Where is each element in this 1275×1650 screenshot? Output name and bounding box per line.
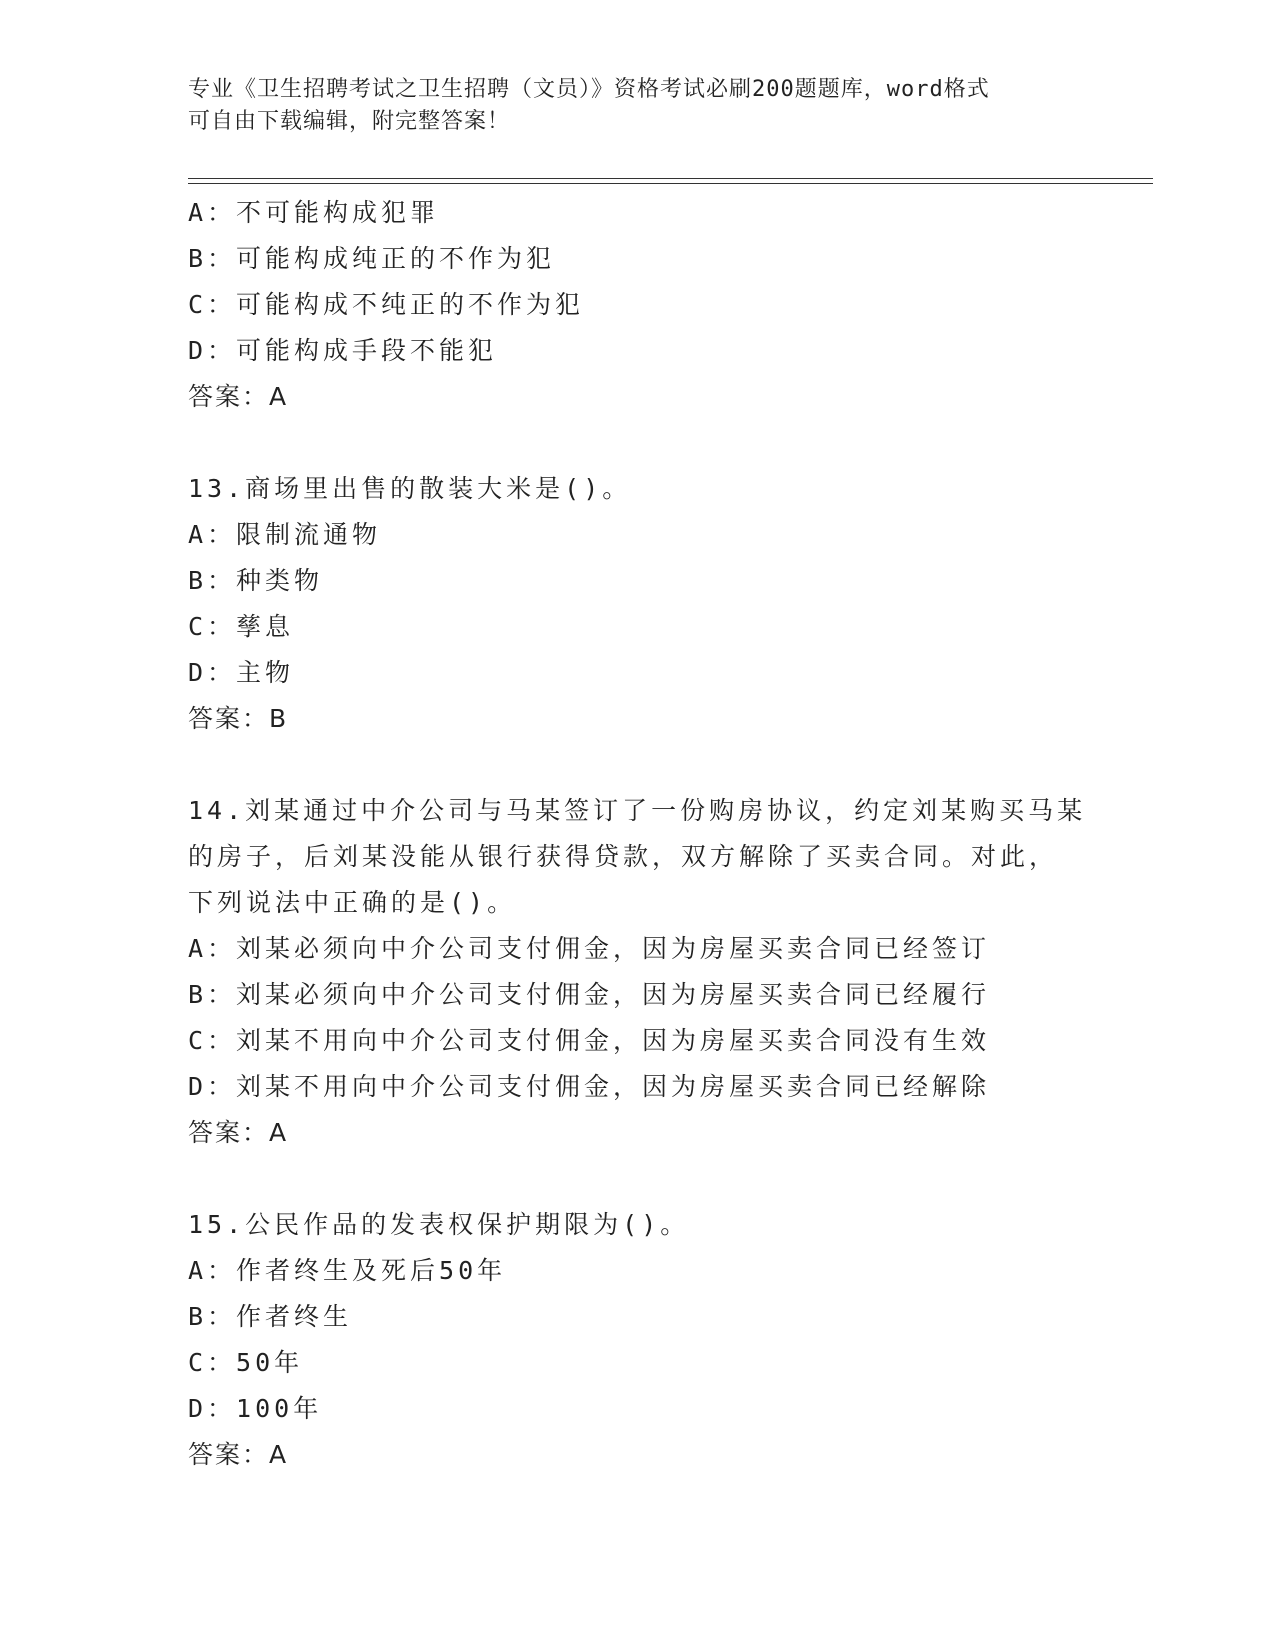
answer-line: 答案：A: [188, 382, 289, 411]
option-d: D：刘某不用向中介公司支付佣金，因为房屋买卖合同已经解除: [188, 1072, 991, 1101]
option-a: A：限制流通物: [188, 520, 382, 549]
option-c: C：刘某不用向中介公司支付佣金，因为房屋买卖合同没有生效: [188, 1026, 991, 1055]
document-header: [188, 74, 1088, 138]
question-stem-line-2: 的房子，后刘某没能从银行获得贷款，双方解除了买卖合同。对此，: [188, 842, 1059, 871]
header-line-1: 专业《卫生招聘考试之卫生招聘（文员）》资格考试必刷200题题库，word格式: [188, 77, 990, 102]
header-line-2: 可自由下载编辑，附完整答案！: [188, 109, 511, 134]
answer-line: 答案：B: [188, 704, 289, 733]
question-gap: [188, 1156, 1148, 1202]
option-a: A：不可能构成犯罪: [188, 198, 440, 227]
option-c: C：孳息: [188, 612, 295, 641]
question-stem: 13.商场里出售的散装大米是()。: [188, 474, 632, 503]
option-d: D：可能构成手段不能犯: [188, 336, 498, 365]
question-stem-line-1: 14.刘某通过中介公司与马某签订了一份购房协议，约定刘某购买马某: [188, 796, 1087, 825]
option-c: C：可能构成不纯正的不作为犯: [188, 290, 585, 319]
option-c: C：50年: [188, 1348, 304, 1377]
option-a: A：作者终生及死后50年: [188, 1256, 507, 1285]
question-15: [188, 1202, 1148, 1478]
option-d: D：100年: [188, 1394, 323, 1423]
question-stem: 15.公民作品的发表权保护期限为()。: [188, 1210, 690, 1239]
question-12-continued: [188, 190, 1148, 420]
question-gap: [188, 420, 1148, 466]
question-13: [188, 466, 1148, 742]
option-b: B：刘某必须向中介公司支付佣金，因为房屋买卖合同已经履行: [188, 980, 991, 1009]
option-d: D：主物: [188, 658, 295, 687]
question-gap: [188, 742, 1148, 788]
option-b: B：作者终生: [188, 1302, 353, 1331]
answer-line: 答案：A: [188, 1118, 289, 1147]
question-stem-line-3: 下列说法中正确的是()。: [188, 888, 517, 917]
header-divider: [188, 178, 1153, 184]
answer-line: 答案：A: [188, 1440, 289, 1469]
option-b: B：种类物: [188, 566, 324, 595]
option-b: B：可能构成纯正的不作为犯: [188, 244, 556, 273]
option-a: A：刘某必须向中介公司支付佣金，因为房屋买卖合同已经签订: [188, 934, 991, 963]
question-list: [188, 190, 1148, 1478]
question-14: [188, 788, 1148, 1156]
